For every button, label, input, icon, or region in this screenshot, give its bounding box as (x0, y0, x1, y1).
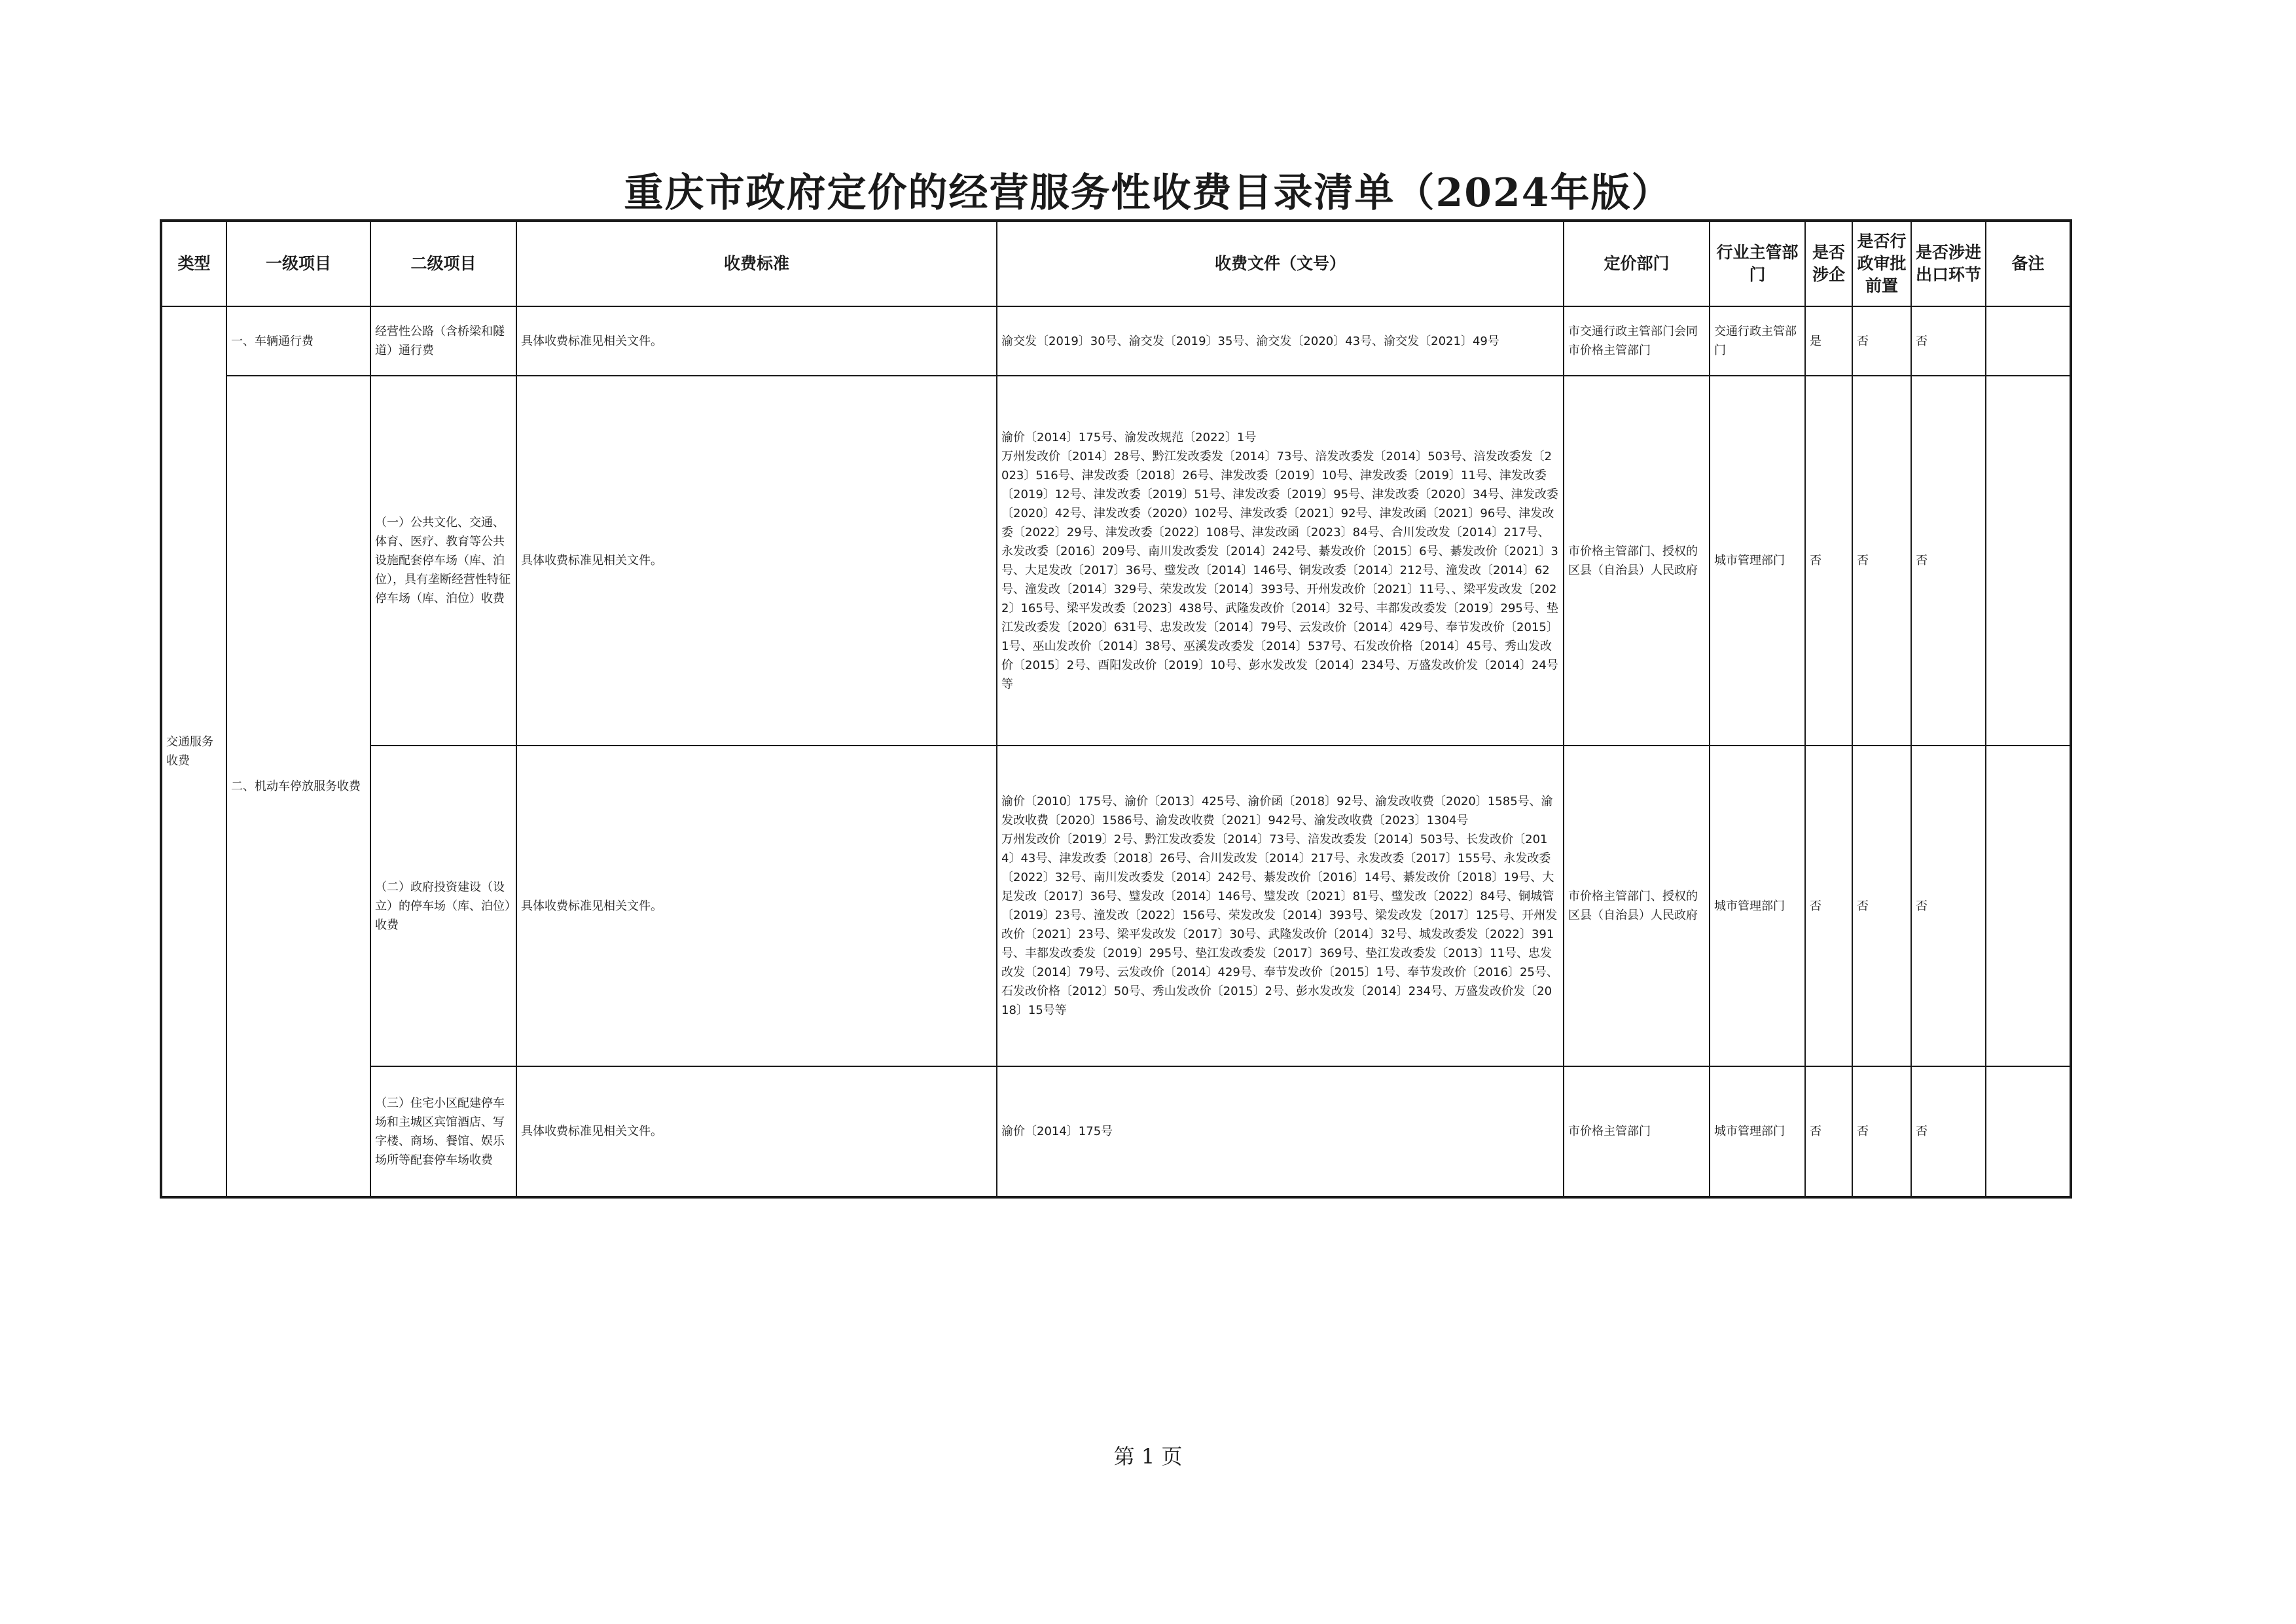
header-import-export: 是否涉进出口环节 (1911, 221, 1986, 306)
category-cell: 交通服务收费 (161, 306, 226, 1197)
remarks-cell (1986, 1066, 2071, 1197)
remarks-cell (1986, 306, 2071, 376)
header-remarks: 备注 (1986, 221, 2071, 306)
header-standard: 收费标准 (516, 221, 997, 306)
admin-approval-cell: 否 (1852, 746, 1911, 1066)
import-export-cell: 否 (1911, 376, 1986, 746)
header-industry-dept: 行业主管部门 (1710, 221, 1805, 306)
pricing-dept-cell: 市价格主管部门、授权的区县（自治县）人民政府 (1564, 746, 1710, 1066)
documents-cell: 渝价〔2014〕175号 (997, 1066, 1564, 1197)
page-title: 重庆市政府定价的经营服务性收费目录清单（2024年版） (624, 170, 1672, 216)
standard-cell: 具体收费标准见相关文件。 (516, 746, 997, 1066)
pricing-dept-cell: 市价格主管部门 (1564, 1066, 1710, 1197)
import-export-cell: 否 (1911, 746, 1986, 1066)
standard-cell: 具体收费标准见相关文件。 (516, 306, 997, 376)
admin-approval-cell: 否 (1852, 1066, 1911, 1197)
pricing-dept-cell: 市价格主管部门、授权的区县（自治县）人民政府 (1564, 376, 1710, 746)
remarks-cell (1986, 746, 2071, 1066)
industry-dept-cell: 交通行政主管部门 (1710, 306, 1805, 376)
fee-catalog-table (160, 219, 2072, 1199)
level2-cell: （三）住宅小区配建停车场和主城区宾馆酒店、写字楼、商场、餐馆、娱乐场所等配套停车场收费 (370, 1066, 516, 1197)
involves-enterprise-cell: 否 (1805, 746, 1852, 1066)
level2-cell: （一）公共文化、交通、体育、医疗、教育等公共设施配套停车场（库、泊位），具有垄断经营性特征停车场（库、泊位）收费 (370, 376, 516, 746)
documents-cell: 渝交发〔2019〕30号、渝交发〔2019〕35号、渝交发〔2020〕43号、渝交发〔2021〕49号 (997, 306, 1564, 376)
header-pricing-dept: 定价部门 (1564, 221, 1710, 306)
header-level1: 一级项目 (226, 221, 370, 306)
industry-dept-cell: 城市管理部门 (1710, 376, 1805, 746)
documents-cell: 渝价〔2014〕175号、渝发改规范〔2022〕1号 万州发改价〔2014〕28号、黔江发改委发〔2014〕73号、涪发改委发〔2014〕503号、涪发改委发〔2023〕516号、津发改委〔2018〕26号、津发改委〔2019〕10号、津发改委〔2019〕11号、津发改委〔2019〕12号、津发改委〔2019〕51号、津发改委〔2019〕95号、津发改委〔2020〕34号、津发改委〔2020〕42号、津发改委（2020）102号、津发改委〔2021〕92号、津发改函〔2021〕96号、津发改委〔2022〕29号、津发改委〔2022〕108号、津发改函〔2023〕84号、合川发改发〔2014〕217号、永发改委〔2016〕209号、南川发改委发〔2014〕242号、綦发改价〔2015〕6号、綦发改价〔2021〕3号、大足发改〔2017〕36号、璧发改〔2014〕146号、铜发改委〔2014〕212号、潼发改〔2014〕62号、潼发改〔2014〕329号、荣发改发〔2014〕393号、开州发改价〔2021〕11号、、梁平发改发〔2022〕165号、梁平发改委〔2023〕438号、武隆发改价〔2014〕32号、丰都发改委发〔2019〕295号、垫江发改委发〔2020〕631号、忠发改发〔2014〕79号、云发改价〔2014〕429号、奉节发改价〔2015〕1号、巫山发改价〔2014〕38号、巫溪发改委发〔2014〕537号、石发改价格〔2014〕45号、秀山发改价〔2015〕2号、酉阳发改价〔2019〕10号、彭水发改发〔2014〕234号、万盛发改价发〔2014〕24号等 (997, 376, 1564, 746)
level1-cell: 二、机动车停放服务收费 (226, 376, 370, 1197)
pricing-dept-cell: 市交通行政主管部门会同市价格主管部门 (1564, 306, 1710, 376)
admin-approval-cell: 否 (1852, 376, 1911, 746)
table-row (161, 746, 2071, 1066)
remarks-cell (1986, 376, 2071, 746)
table-row (161, 306, 2071, 376)
industry-dept-cell: 城市管理部门 (1710, 746, 1805, 1066)
header-category: 类型 (161, 221, 226, 306)
industry-dept-cell: 城市管理部门 (1710, 1066, 1805, 1197)
level1-cell: 一、车辆通行费 (226, 306, 370, 376)
level2-cell: （二）政府投资建设（设立）的停车场（库、泊位）收费 (370, 746, 516, 1066)
table-row (161, 1066, 2071, 1197)
fee-table-container (160, 219, 2072, 1199)
involves-enterprise-cell: 否 (1805, 1066, 1852, 1197)
standard-cell: 具体收费标准见相关文件。 (516, 376, 997, 746)
import-export-cell: 否 (1911, 306, 1986, 376)
involves-enterprise-cell: 否 (1805, 376, 1852, 746)
page-number: 第 1 页 (1113, 1444, 1183, 1469)
header-admin-approval: 是否行政审批前置 (1852, 221, 1911, 306)
documents-cell: 渝价〔2010〕175号、渝价〔2013〕425号、渝价函〔2018〕92号、渝发改收费〔2020〕1585号、渝发改收费〔2020〕1586号、渝发改收费〔2021〕942号、渝发改收费〔2023〕1304号 万州发改价〔2019〕2号、黔江发改委发〔2014〕73号、涪发改委发〔2014〕503号、长发改价〔2014〕43号、津发改委〔2018〕26号、合川发改发〔2014〕217号、永发改委〔2017〕155号、永发改委〔2022〕32号、南川发改委发〔2014〕242号、綦发改价〔2016〕14号、綦发改价〔2018〕19号、大足发改〔2017〕36号、璧发改〔2014〕146号、璧发改〔2021〕81号、璧发改〔2022〕84号、铜城管〔2019〕23号、潼发改〔2022〕156号、荣发改发〔2014〕393号、梁发改发〔2017〕125号、开州发改价〔2021〕23号、梁平发改发〔2017〕30号、武隆发改价〔2014〕32号、城发改委发〔2022〕391号、丰都发改委发〔2019〕295号、垫江发改委发〔2017〕369号、垫江发改委发〔2013〕11号、忠发改发〔2014〕79号、云发改价〔2014〕429号、奉节发改价〔2015〕1号、奉节发改价〔2016〕25号、石发改价格〔2012〕50号、秀山发改价〔2015〕2号、彭水发改发〔2014〕234号、万盛发改价发〔2018〕15号等 (997, 746, 1564, 1066)
header-level2: 二级项目 (370, 221, 516, 306)
table-header-row (161, 221, 2071, 306)
level2-cell: 经营性公路（含桥梁和隧道）通行费 (370, 306, 516, 376)
header-documents: 收费文件（文号） (997, 221, 1564, 306)
header-involves-enterprise: 是否涉企 (1805, 221, 1852, 306)
import-export-cell: 否 (1911, 1066, 1986, 1197)
admin-approval-cell: 否 (1852, 306, 1911, 376)
table-row (161, 376, 2071, 746)
standard-cell: 具体收费标准见相关文件。 (516, 1066, 997, 1197)
involves-enterprise-cell: 是 (1805, 306, 1852, 376)
